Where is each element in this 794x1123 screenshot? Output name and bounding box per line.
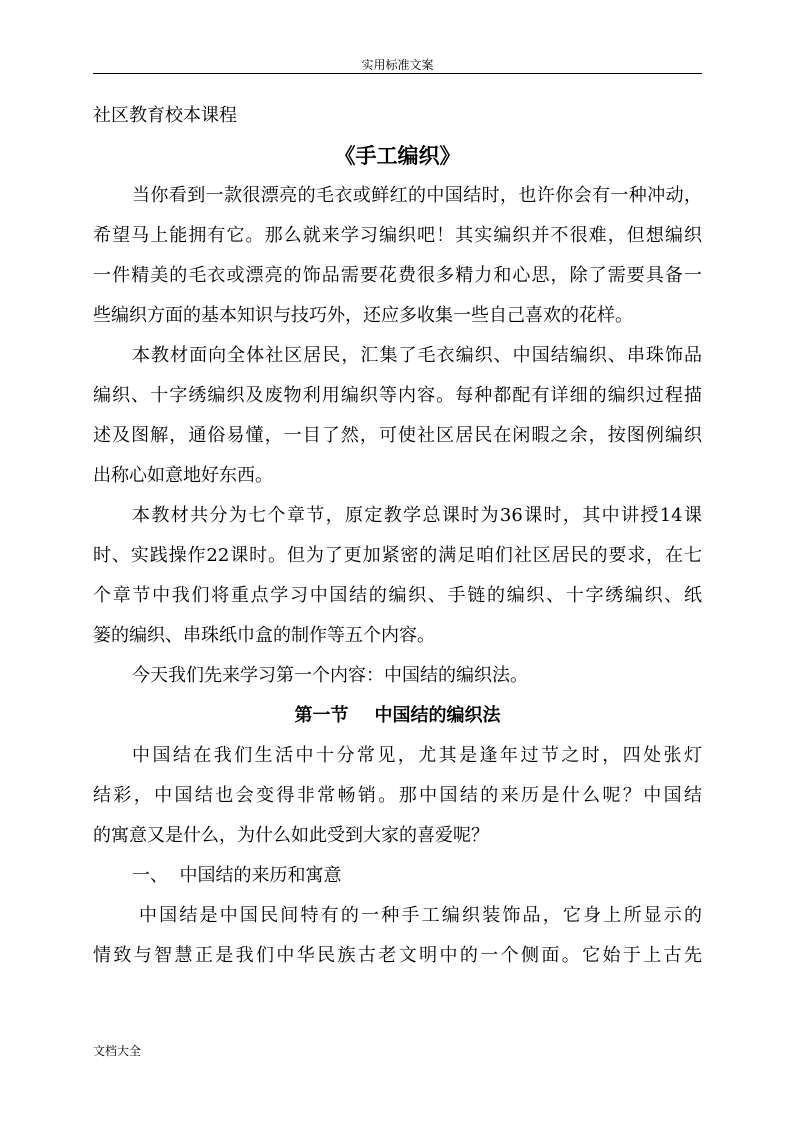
document-title: 《手工编织》 <box>334 143 461 168</box>
section-heading <box>93 696 702 736</box>
paragraph-today: 今天我们先来学习第一个内容：中国结的编织法。 <box>132 665 528 686</box>
page-footer: 文档大全 <box>93 1044 142 1058</box>
paragraph-line: 本教材共分为七个章节，原定教学总课时为36课时，其中讲授14课 <box>132 505 702 526</box>
paragraph-line: 结彩，中国结也会变得非常畅销。那中国结的来历是什么呢？中国结 <box>93 785 702 806</box>
header-divider <box>93 73 702 74</box>
paragraph-audience <box>93 336 702 496</box>
paragraph-line: 中国结是中国民间特有的一种手工编织装饰品，它身上所显示的 <box>139 905 702 926</box>
paragraph-line: 时、实践操作22课时。但为了更加紧密的满足咱们社区居民的要求，在七 <box>93 545 702 566</box>
document-body <box>93 96 702 976</box>
paragraph-line: 希望马上能拥有它。那么就来学习编织吧！其实编织并不很难，但想编织 <box>93 225 702 246</box>
paragraph-line: 个章节中我们将重点学习中国结的编织、手链的编织、十字绣编织、纸 <box>93 585 702 606</box>
paragraph-line: 出称心如意地好东西。 <box>93 465 273 486</box>
paragraph-line: 些编织方面的基本知识与技巧外，还应多收集一些自己喜欢的花样。 <box>93 305 633 326</box>
course-label: 社区教育校本课程 <box>93 105 237 126</box>
paragraph-line: 情致与智慧正是我们中华民族古老文明中的一个侧面。它始于上古先 <box>93 945 702 966</box>
subheading: 一、 中国结的来历和寓意 <box>132 865 342 886</box>
paragraph-line: 一件精美的毛衣或漂亮的饰品需要花费很多精力和心思，除了需要具备一 <box>93 265 702 286</box>
paragraph-origin <box>93 896 702 976</box>
section-number: 第一节 <box>294 705 349 726</box>
section-title: 中国结的编织法 <box>374 705 501 726</box>
paragraph-line: 篓的编织、串珠纸巾盒的制作等五个内容。 <box>93 625 435 646</box>
paragraph-line: 的寓意又是什么，为什么如此受到大家的喜爱呢？ <box>93 825 489 846</box>
paragraph-section-intro <box>93 736 702 856</box>
paragraph-line: 本教材面向全体社区居民，汇集了毛衣编织、中国结编织、串珠饰品 <box>132 345 702 366</box>
paragraph-line: 中国结在我们生活中十分常见，尤其是逢年过节之时，四处张灯 <box>132 745 702 766</box>
paragraph-schedule <box>93 496 702 656</box>
page-header: 实用标准文案 <box>361 58 434 72</box>
paragraph-line: 编织、十字绣编织及废物利用编织等内容。每种都配有详细的编织过程描 <box>93 385 702 406</box>
paragraph-intro <box>93 176 702 336</box>
paragraph-line: 当你看到一款很漂亮的毛衣或鲜红的中国结时，也许你会有一种冲动， <box>132 185 702 206</box>
paragraph-line: 述及图解，通俗易懂，一目了然，可使社区居民在闲暇之余，按图例编织 <box>93 425 702 446</box>
